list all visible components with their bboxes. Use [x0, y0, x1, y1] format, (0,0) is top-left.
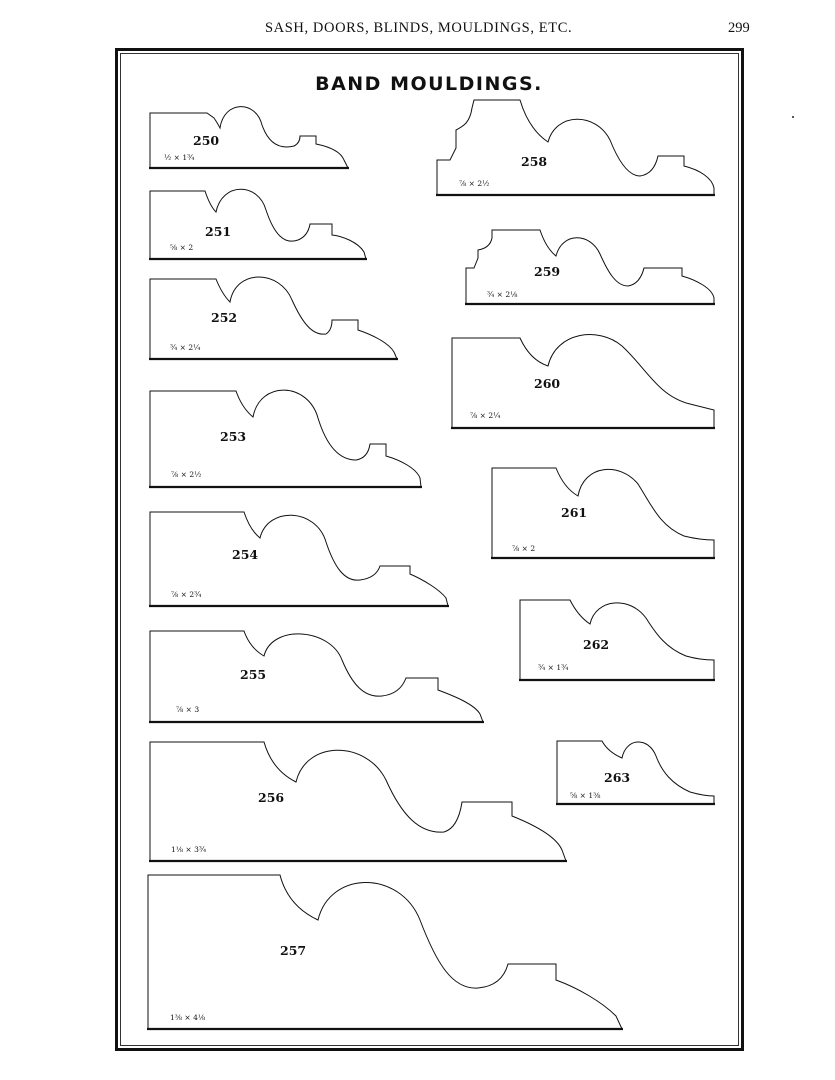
page-number: 299: [728, 20, 750, 36]
moulding-profile-257: [147, 875, 623, 1029]
moulding-size: ⅞ × 2½: [459, 179, 490, 188]
moulding-profile-250: [149, 107, 349, 168]
moulding-size: ⅞ × 2: [512, 544, 536, 553]
moulding-number: 251: [205, 224, 232, 239]
moulding-number: 257: [280, 943, 307, 958]
moulding-number: 260: [534, 376, 561, 391]
moulding-number: 252: [211, 310, 238, 325]
moulding-profile-253: [149, 390, 422, 487]
moulding-size: ½ × 1¾: [164, 153, 195, 162]
moulding-profile-254: [149, 512, 449, 606]
moulding-profile-260: [451, 335, 715, 428]
running-head: SASH, DOORS, BLINDS, MOULDINGS, ETC.: [265, 20, 573, 36]
moulding-size: 1⅜ × 4⅛: [170, 1013, 206, 1022]
moulding-size: ⅞ × 2¼: [470, 411, 501, 420]
moulding-size: ¾ × 1¾: [538, 663, 569, 672]
moulding-profile-261: [491, 468, 715, 558]
moulding-number: 253: [220, 429, 247, 444]
moulding-profile-263: [556, 741, 715, 804]
moulding-number: 254: [232, 547, 259, 562]
moulding-size: ⅝ × 2: [170, 243, 194, 252]
moulding-profile-256: [149, 742, 567, 861]
moulding-number: 261: [561, 505, 588, 520]
moulding-number: 263: [604, 770, 631, 785]
moulding-profile-251: [149, 189, 367, 259]
moulding-number: 259: [534, 264, 561, 279]
moulding-size: ¾ × 2⅛: [487, 290, 518, 299]
moulding-profile-255: [149, 631, 484, 722]
moulding-profile-262: [519, 600, 715, 680]
moulding-number: 250: [193, 133, 220, 148]
moulding-size: ⅞ × 2¾: [171, 590, 202, 599]
plate-title: BAND MOULDINGS.: [315, 73, 543, 95]
moulding-profile-252: [149, 277, 398, 359]
profile-outline: [150, 631, 483, 722]
moulding-number: 262: [583, 637, 610, 652]
moulding-size: ⅝ × 1⅜: [570, 791, 601, 800]
profile-outline: [150, 742, 566, 861]
moulding-size: 1⅛ × 3¾: [171, 845, 207, 854]
moulding-size: ⅞ × 3: [176, 705, 200, 714]
moulding-number: 255: [240, 667, 267, 682]
moulding-profile-259: [465, 230, 715, 304]
moulding-size: ⅞ × 2½: [171, 470, 202, 479]
moulding-number: 256: [258, 790, 285, 805]
moulding-number: 258: [521, 154, 548, 169]
profile-outline: [148, 875, 622, 1029]
moulding-size: ¾ × 2¼: [170, 343, 201, 352]
moulding-profile-258: [436, 100, 715, 195]
